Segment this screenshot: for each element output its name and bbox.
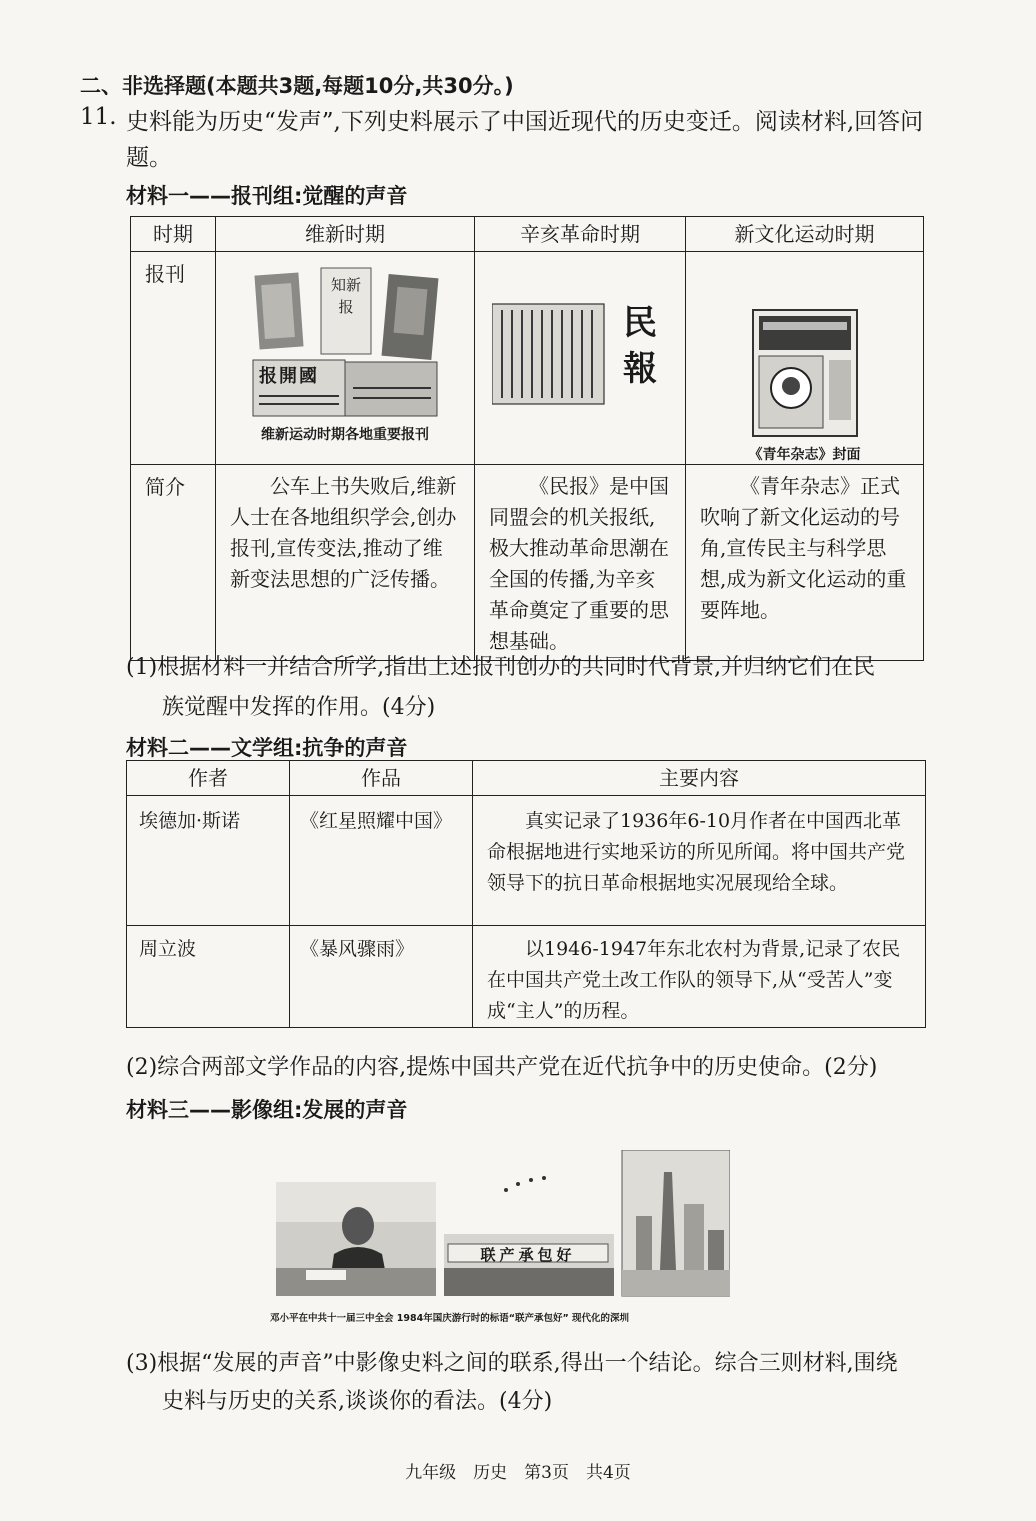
reform-newspapers-cell — [216, 252, 475, 465]
minbao-intro: 《民报》是中国同盟会的机关报纸,极大推动革命思潮在全国的传播,为辛亥革命奠定了重要的思想基础。 — [475, 465, 686, 661]
minbao-title: 民報 — [623, 303, 657, 389]
youth-magazine-intro: 《青年杂志》正式吹响了新文化运动的号角,宣传民主与科学思想,成为新文化运动的重要阵地。 — [686, 465, 924, 661]
header-revolution-period: 辛亥革命时期 — [475, 217, 686, 252]
literature-table — [126, 760, 926, 1028]
sub-question-3-line1: (3)根据“发展的声音”中影像史料之间的联系,得出一个结论。综合三则材料,围绕 — [126, 1351, 898, 1376]
material3-title: 材料三——影像组:发展的声音 — [126, 1098, 408, 1122]
material2-title: 材料二——文学组:抗争的声音 — [126, 736, 408, 760]
work-red-star: 《红星照耀中国》 — [290, 796, 473, 926]
sub-question-2: (2)综合两部文学作品的内容,提炼中国共产党在近代抗争中的历史使命。(2分) — [126, 1055, 878, 1080]
question-text: 史料能为历史“发声”,下列史料展示了中国近现代的历史变迁。阅读材料,回答问题。 — [126, 109, 924, 171]
sub-question-3-line2: 史料与历史的关系,谈谈你的看法。(4分) — [162, 1389, 553, 1414]
header-reform-period: 维新时期 — [216, 217, 475, 252]
development-photos — [276, 1150, 730, 1300]
header-period: 时期 — [131, 217, 216, 252]
content-hurricane: 以1946-1947年东北农村为背景,记录了农民在中国共产党土改工作队的领导下,从“受苦人”变成“主人”的历程。 — [473, 926, 926, 1028]
parade-banner: 联产承包好 — [480, 1246, 576, 1264]
zhixinbao-label: 知新报 — [331, 276, 362, 316]
minbao-image — [492, 300, 668, 410]
content-red-star: 真实记录了1936年6-10月作者在中国西北革命根据地进行实地采访的所见所闻。将中国共产党领导下的抗日革命根据地实况展现给全球。 — [473, 796, 926, 926]
page-footer: 九年级 历史 第3页 共4页 — [405, 1463, 631, 1483]
youth-magazine-caption: 《青年杂志》封面 — [748, 447, 861, 463]
youth-magazine-image — [751, 308, 859, 438]
baoguan-label: 报開國 — [259, 366, 319, 387]
youth-magazine-cell — [686, 252, 924, 465]
header-content: 主要内容 — [473, 761, 926, 796]
row-label-intro: 简介 — [131, 465, 216, 661]
reform-newspapers-caption: 维新运动时期各地重要报刊 — [261, 427, 429, 443]
minbao-cell — [475, 252, 686, 465]
author-snow: 埃德加·斯诺 — [127, 796, 290, 926]
reform-intro: 公车上书失败后,维新人士在各地组织学会,创办报刊,宣传变法,推动了维新变法思想的广泛传播。 — [216, 465, 475, 661]
reform-newspapers-image — [245, 262, 445, 420]
header-new-culture-period: 新文化运动时期 — [686, 217, 924, 252]
author-zhou: 周立波 — [127, 926, 290, 1028]
photos-caption: 邓小平在中共十一届三中全会 1984年国庆游行时的标语“联产承包好” 现代化的深圳 — [270, 1313, 630, 1324]
question-number: 11. — [80, 104, 117, 130]
material1-title: 材料一——报刊组:觉醒的声音 — [126, 184, 408, 208]
header-author: 作者 — [127, 761, 290, 796]
work-hurricane: 《暴风骤雨》 — [290, 926, 473, 1028]
row-label-newspaper: 报刊 — [131, 252, 216, 465]
sub-question-1-line1: (1)根据材料一并结合所学,指出上述报刊创办的共同时代背景,并归纳它们在民 — [126, 655, 876, 680]
newspaper-table — [130, 216, 924, 661]
sub-question-1-line2: 族觉醒中发挥的作用。(4分) — [162, 695, 436, 720]
section-title: 二、非选择题(本题共3题,每题10分,共30分。) — [80, 74, 514, 98]
header-work: 作品 — [290, 761, 473, 796]
